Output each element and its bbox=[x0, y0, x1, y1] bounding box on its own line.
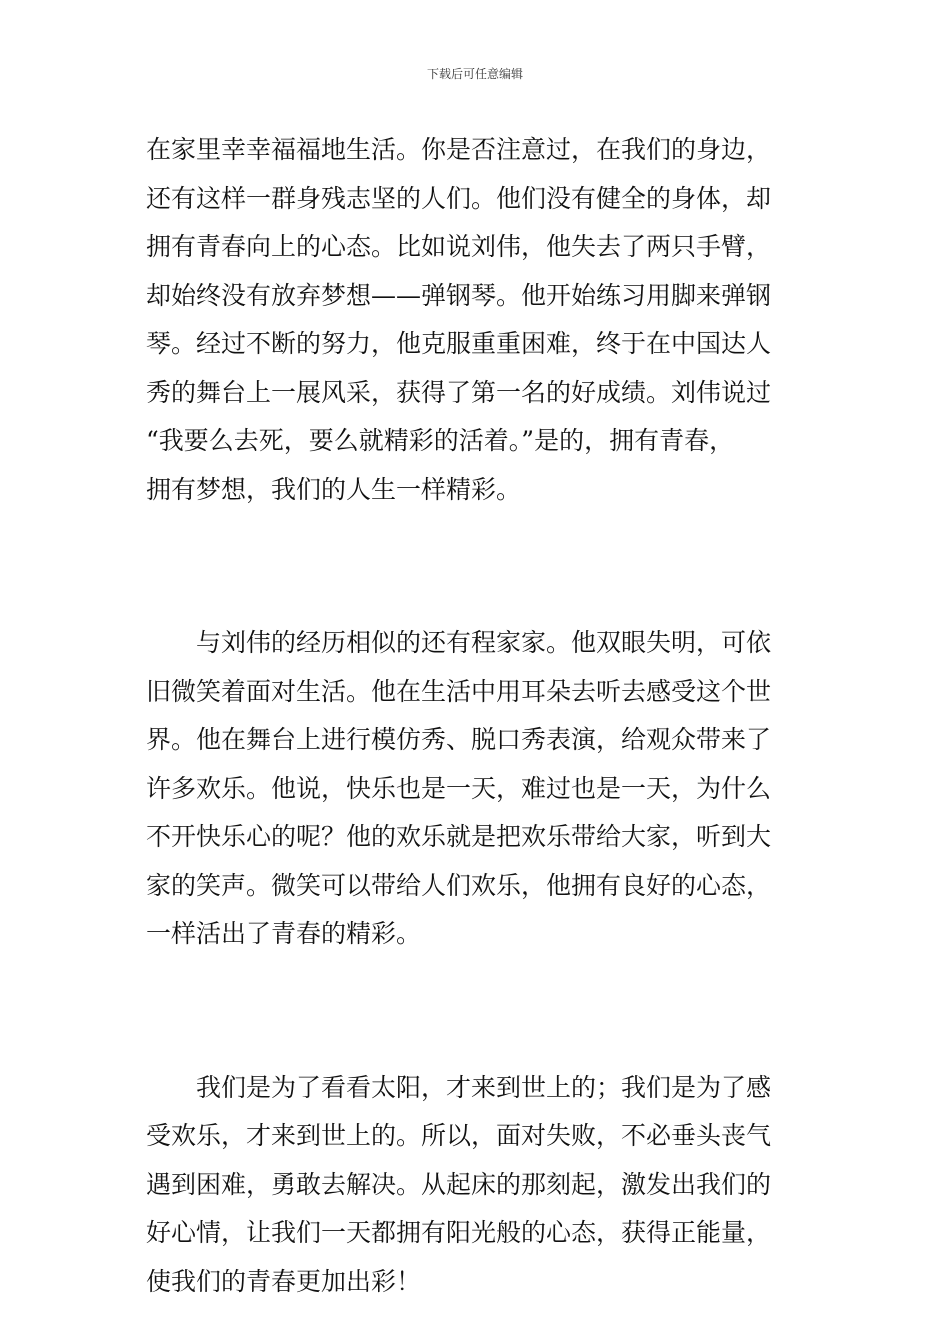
paragraph-2 bbox=[146, 619, 808, 959]
text-line-indented: 与刘伟的经历相似的还有程家家。他双眼失明，可依 bbox=[196, 628, 772, 657]
text-line-indented: 我们是为了看看太阳，才来到世上的；我们是为了感 bbox=[196, 1072, 772, 1102]
text-line: 却始终没有放弃梦想——弹钢琴。他开始练习用脚来弹钢 bbox=[146, 280, 772, 310]
text-line: 界。他在舞台上进行模仿秀、脱口秀表演，给观众带来了 bbox=[146, 725, 772, 754]
text-line: 在家里幸幸福福地生活。你是否注意过，在我们的身边， bbox=[146, 135, 772, 164]
text-line: 受欢乐，才来到世上的。所以，面对失败，不必垂头丧气 bbox=[146, 1121, 772, 1150]
page-header: 下载后可任意编辑 bbox=[426, 67, 523, 81]
text-line: 还有这样一群身残志坚的人们。他们没有健全的身体，却 bbox=[146, 183, 772, 213]
text-line: 使我们的青春更加出彩！ bbox=[146, 1266, 422, 1296]
paragraph-spacer bbox=[146, 514, 808, 619]
text-line: 家的笑声。微笑可以带给人们欢乐，他拥有良好的心态， bbox=[146, 870, 772, 900]
text-line: “我要么去死，要么就精彩的活着。”是的，拥有青春， bbox=[146, 426, 735, 455]
text-line: 许多欢乐。他说，快乐也是一天，难过也是一天，为什么 bbox=[146, 773, 772, 803]
text-line: 一样活出了青春的精彩。 bbox=[146, 919, 422, 948]
text-line: 旧微笑着面对生活。他在生活中用耳朵去听去感受这个世 bbox=[146, 676, 772, 706]
text-line: 拥有梦想，我们的人生一样精彩。 bbox=[146, 474, 522, 504]
paragraph-3 bbox=[146, 1064, 808, 1307]
text-line: 秀的舞台上一展风采，获得了第一名的好成绩。刘伟说过 bbox=[146, 377, 772, 407]
text-line: 琴。经过不断的努力，他克服重重困难，终于在中国达人 bbox=[146, 329, 772, 358]
text-line: 不开快乐心的呢？他的欢乐就是把欢乐带给大家，听到大 bbox=[146, 822, 772, 851]
paragraph-spacer bbox=[146, 959, 808, 1064]
text-line: 遇到困难，勇敢去解决。从起床的那刻起，激发出我们的 bbox=[146, 1169, 772, 1199]
text-line: 拥有青春向上的心态。比如说刘伟，他失去了两只手臂， bbox=[146, 232, 772, 261]
document-body bbox=[146, 126, 808, 1306]
text-line: 好心情，让我们一天都拥有阳光般的心态，获得正能量， bbox=[146, 1218, 772, 1247]
paragraph-1 bbox=[146, 126, 808, 514]
